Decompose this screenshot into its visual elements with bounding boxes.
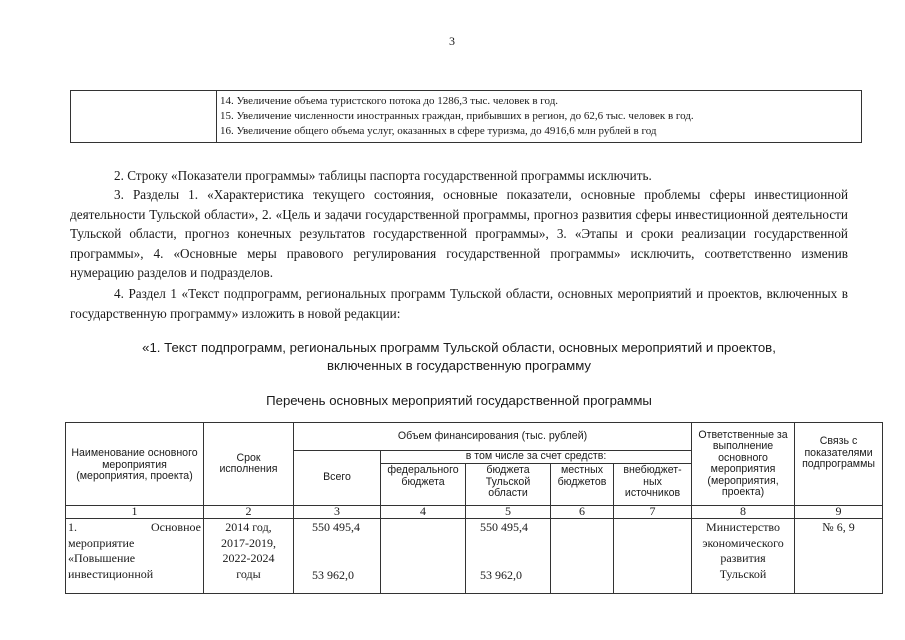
federal-cell <box>381 519 466 594</box>
paragraph-4: 4. Раздел 1 «Текст подпрограмм, региональных программ Тульской области, основных мероприятий и проектов, включенных в государственную программу» изложить в новой редакции: <box>70 286 848 321</box>
section-heading-line-2: включенных в государственную программу <box>326 358 592 373</box>
table-title: Перечень основных мероприятий государственной программы <box>266 393 652 408</box>
activity-name-line: инвестиционной <box>68 566 154 581</box>
header-term: Срок исполнения <box>204 423 294 506</box>
header-financing: Объем финансирования (тыс. рублей) <box>294 423 692 451</box>
column-number: 5 <box>466 506 551 519</box>
column-number: 4 <box>381 506 466 519</box>
header-total: Всего <box>294 451 381 506</box>
column-number: 9 <box>795 506 883 519</box>
term-line: 2022-2024 <box>222 551 275 565</box>
column-number: 8 <box>692 506 795 519</box>
page-number: 3 <box>449 34 455 48</box>
header-regional: бюджета Тульской области <box>466 464 551 506</box>
column-number: 3 <box>294 506 381 519</box>
header-federal: федерального бюджета <box>381 464 466 506</box>
term-line: 2014 год, <box>225 520 272 534</box>
activities-table <box>65 422 883 594</box>
regional-value-secondary: 53 962,0 <box>480 568 522 582</box>
activity-name-line: мероприятие <box>68 535 135 550</box>
column-number: 6 <box>551 506 614 519</box>
local-cell <box>551 519 614 594</box>
indicator-item: 15. Увеличение численности иностранных граждан, прибывших в регион, до 62,6 тыс. человек в год. <box>220 110 694 122</box>
section-heading-line-1: «1. Текст подпрограмм, региональных программ Тульской области, основных мероприятий и проектов, <box>142 340 776 355</box>
indicator-item: 16. Увеличение общего объема услуг, оказанных в сфере туризма, до 4916,6 млн рублей в год <box>220 125 657 137</box>
column-number: 2 <box>204 506 294 519</box>
total-value: 550 495,4 <box>312 520 360 534</box>
column-numbers-row <box>66 506 883 519</box>
extra-cell <box>614 519 692 594</box>
term-line: 2017-2019, <box>221 535 276 550</box>
responsible-line: экономического <box>702 535 784 550</box>
total-cell <box>294 519 381 594</box>
indicator-link-cell: № 6, 9 <box>795 519 883 594</box>
regional-value: 550 495,4 <box>480 520 528 534</box>
activity-term-cell <box>204 519 294 594</box>
indicators-label-cell <box>71 91 217 143</box>
table-row <box>66 519 883 594</box>
responsible-line: Тульской <box>719 566 767 581</box>
header-extra: внебюджет-ных источников <box>614 464 692 506</box>
term-line: годы <box>236 566 261 581</box>
header-name: Наименование основного мероприятия (мероприятия, проекта) <box>66 423 204 506</box>
activity-name-line: «Повышение <box>68 551 136 565</box>
activity-name-line: 1. Основное <box>68 520 201 534</box>
paragraph-3: 3. Разделы 1. «Характеристика текущего состояния, основные показатели, основные проблемы сферы инвестиционной деятельности Тульской области», 2. «Цель и задачи государственной программы, прогноз развития сферы инвестиционной деятельности Тульской области, прогноз конечных результатов государственной программы», 3. «Этапы и сроки реализации государственной программы», 4. «Основные меры правового регулирования государственной программы» исключить, соответственно изменив нумерацию разделов и подразделов. <box>70 187 848 281</box>
indicators-items-cell <box>217 91 862 143</box>
header-link: Связь с показателями подпрограммы <box>795 423 883 506</box>
header-including: в том числе за счет средств: <box>381 451 692 464</box>
column-number: 7 <box>614 506 692 519</box>
responsible-line: Министерство <box>706 520 781 534</box>
total-value-secondary: 53 962,0 <box>312 568 354 582</box>
responsible-line: развития <box>720 551 766 565</box>
header-responsible: Ответственные за выполнение основного мероприятия (мероприятия, проекта) <box>692 423 795 506</box>
activity-name-cell <box>66 519 204 594</box>
section-heading <box>70 339 848 375</box>
column-number: 1 <box>66 506 204 519</box>
regional-cell <box>466 519 551 594</box>
responsible-cell <box>692 519 795 594</box>
indicators-continuation-table <box>70 90 862 143</box>
paragraph-2: 2. Строку «Показатели программы» таблицы паспорта государственной программы исключить. <box>114 168 652 183</box>
header-local: местных бюджетов <box>551 464 614 506</box>
indicator-item: 14. Увеличение объема туристского потока до 1286,3 тыс. человек в год. <box>220 95 559 107</box>
